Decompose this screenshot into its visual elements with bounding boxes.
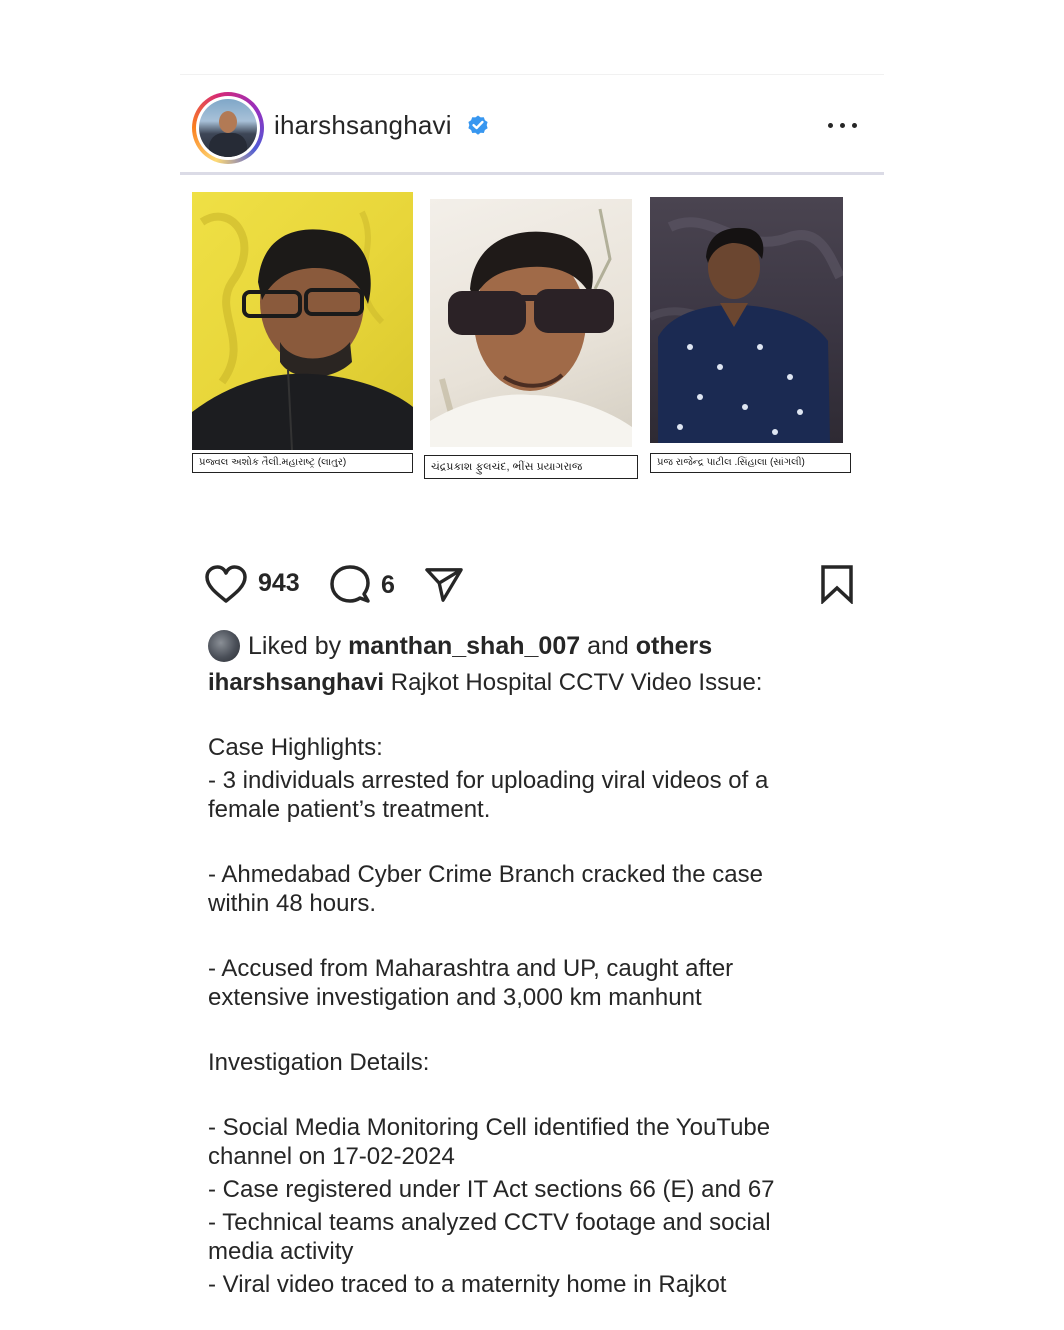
detail-1-line-2: channel on 17-02-2024 (208, 1143, 455, 1170)
instagram-post (180, 74, 884, 1330)
share-icon[interactable] (424, 566, 464, 604)
detail-2: - Case registered under IT Act sections 66 (E) and 67 (208, 1176, 775, 1203)
comment-icon[interactable] (330, 564, 370, 604)
accused-photo-1 (192, 192, 413, 450)
profile-avatar[interactable] (192, 92, 264, 164)
detail-4: - Viral video traced to a maternity home in Rajkot (208, 1271, 727, 1298)
heart-icon[interactable] (204, 564, 248, 604)
accused-photo-3 (650, 197, 843, 443)
highlight-3-line-2: extensive investigation and 3,000 km manhunt (208, 984, 702, 1011)
post-header (180, 88, 884, 164)
header-divider (180, 172, 884, 175)
caption-title: Rajkot Hospital CCTV Video Issue: (390, 669, 763, 696)
liked-by-joiner: and (587, 632, 629, 660)
highlight-1-line-2: female patient’s treatment. (208, 796, 491, 823)
comments-count: 6 (381, 571, 395, 599)
bookmark-icon[interactable] (820, 564, 854, 604)
liked-by-prefix: Liked by (248, 632, 342, 660)
username[interactable]: iharshsanghavi (274, 110, 452, 140)
post-caption (208, 668, 848, 1299)
section-heading-investigation: Investigation Details: (208, 1049, 430, 1076)
photo-2-caption: ચંદ્રપ્રકાશ ફુલચંદ, ભીંસ પ્રયાગરાજ (424, 455, 638, 479)
detail-1-line-1: - Social Media Monitoring Cell identified the YouTube (208, 1114, 771, 1141)
top-divider (180, 74, 884, 75)
highlight-3-line-1: - Accused from Maharashtra and UP, caught after (208, 955, 734, 982)
section-heading-highlights: Case Highlights: (208, 734, 383, 761)
highlight-2-line-1: - Ahmedabad Cyber Crime Branch cracked the case (208, 861, 763, 888)
verified-icon (466, 113, 490, 137)
liked-by-others[interactable]: others (635, 632, 713, 660)
liker-avatar[interactable] (208, 630, 240, 662)
highlight-2-line-2: within 48 hours. (208, 890, 377, 917)
highlight-1-line-1: - 3 individuals arrested for uploading viral videos of a (208, 767, 769, 794)
likes-count: 943 (258, 569, 300, 597)
detail-3-line-2: media activity (208, 1238, 354, 1265)
liked-by-user[interactable]: manthan_shah_007 (348, 632, 581, 660)
photo-1-caption: પ્રજ્વલ અશોક તૈલી.મહારાષ્ટ્ર (લાતુર) (192, 453, 413, 473)
detail-3-line-1: - Technical teams analyzed CCTV footage and social (208, 1209, 771, 1236)
accused-photo-2 (430, 199, 632, 447)
photo-3-caption: પ્રજ રાજેન્દ્ર પાટીલ .સિંહાલા (સાંગલી) (650, 453, 851, 473)
caption-author[interactable]: iharshsanghavi (208, 669, 385, 696)
more-options-icon[interactable] (826, 120, 860, 132)
